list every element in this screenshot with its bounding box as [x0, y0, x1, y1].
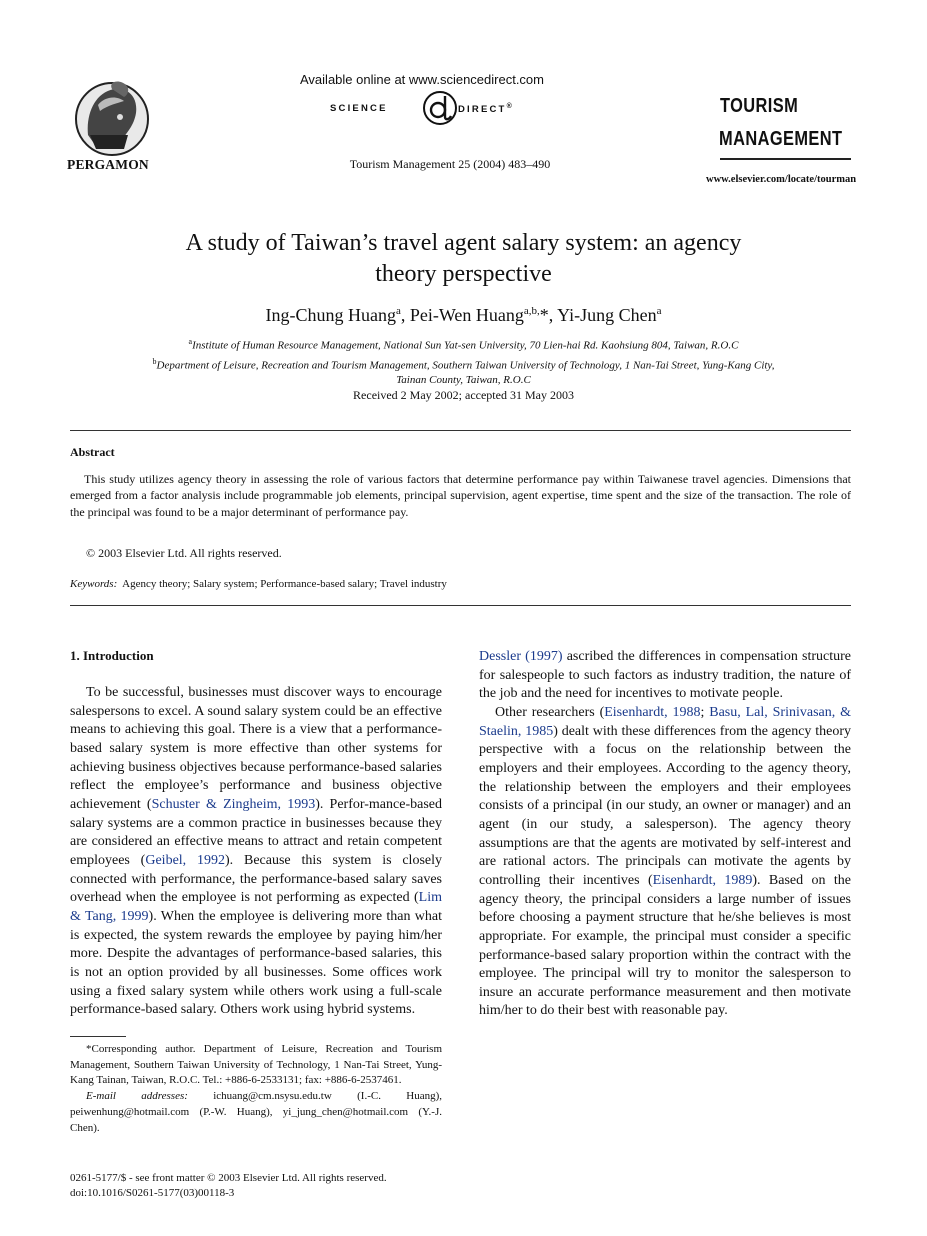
- doi-line: doi:10.1016/S0261-5177(03)00118-3: [70, 1187, 235, 1199]
- affiliation-text: Institute of Human Resource Management, National Sun Yat-sen University, 70 Lien-hai Rd. Kaohsiung 804, Taiwan, R.O.C: [192, 339, 739, 352]
- email-addresses: [70, 1089, 442, 1136]
- affiliation-a: [68, 334, 859, 354]
- paragraph-text: To be successful, businesses must discover ways to encourage salespersons to excel. A sound salary system could be an effective means to achieving this goal. There is a view that a performance-based salary system is more effective than other systems for achieving business objectives because performance-based salaries reflect the employee’s performance and business objective achievement (: [70, 685, 442, 812]
- paragraph: [70, 684, 442, 1020]
- publisher-logo: [68, 75, 156, 157]
- author-separator: ,: [400, 305, 410, 325]
- paragraph-text: ) dealt with these differences from the agency theory perspective with a focus on the relationship between the employers and their employees. According to the agency theory, the relationship between the employers and their employees consists of a principal (in our study, an owner or manager) and an agent (in our study, a salesperson). The agency theory assumptions are that the agents are motivated by self-interest and are rational actors. The principals can motivate the agents by controlling their incentives (: [479, 723, 851, 888]
- abstract-bottom-rule: [70, 605, 851, 606]
- paragraph: [479, 704, 851, 1021]
- publisher-name: PERGAMON: [67, 157, 149, 172]
- issn-line: 0261-5177/$ - see front matter © 2003 Elsevier Ltd. All rights reserved.: [70, 1172, 387, 1184]
- citation-link[interactable]: Eisenhardt, 1988: [604, 704, 701, 720]
- affiliation-b: [68, 354, 859, 374]
- sciencedirect-left-text: SCIENCE: [330, 103, 388, 114]
- citation-link[interactable]: Dessler (1997): [479, 649, 563, 664]
- citation-link[interactable]: Geibel, 1992: [145, 852, 225, 868]
- journal-title-underline: [720, 158, 851, 160]
- abstract-copyright: © 2003 Elsevier Ltd. All rights reserved.: [86, 546, 282, 560]
- article-title-line2: theory perspective: [375, 261, 552, 287]
- citation-link[interactable]: Basu, Lal, Srinivasan, & Staelin, 1985: [479, 704, 852, 739]
- journal-title-line1: TOURISM: [720, 95, 799, 117]
- email-list[interactable]: ichuang@cm.nsysu.edu.tw (I.-C. Huang), peiwenhung@hotmail.com (P.-W. Huang), yi_jung_chen@hotmail.com (Y.-J. Chen).: [70, 1090, 442, 1134]
- sciencedirect-right-text: DIRECT®: [458, 103, 512, 116]
- sciencedirect-at-icon: [422, 90, 458, 126]
- helmeted-head-emblem-icon: [68, 75, 156, 157]
- body-column-left: [70, 684, 442, 1020]
- journal-title-line2: MANAGEMENT: [719, 128, 843, 150]
- author-name: Pei-Wen Huang: [409, 305, 524, 325]
- affiliation-mark: a: [188, 337, 193, 346]
- author-list: [100, 305, 827, 326]
- citation-link[interactable]: Eisenhardt, 1989: [652, 872, 753, 888]
- body-column-right: [479, 648, 851, 1021]
- paragraph-text: ). When the employee is delivering more than what is expected, the system rewards the employee by paying him/her more. Despite the advantages of performance-based salaries, this is not an option provided by all businesses. Some offices work using a fixed salary system while others work using a full-scale performance-based salary. Others work using hybrid systems.: [70, 908, 442, 1018]
- received-dates: Received 2 May 2002; accepted 31 May 2003: [353, 388, 574, 402]
- section-heading: 1. Introduction: [70, 648, 154, 663]
- keywords: [70, 578, 851, 590]
- abstract-heading: Abstract: [70, 445, 115, 459]
- citation-link[interactable]: Schuster & Zingheim, 1993: [151, 796, 316, 812]
- paragraph-continuation: [479, 648, 851, 704]
- journal-citation: Tourism Management 25 (2004) 483–490: [349, 157, 551, 171]
- footnote-rule: [70, 1036, 126, 1037]
- footnote: [70, 1042, 442, 1136]
- sciencedirect-logo: [330, 90, 555, 126]
- abstract-text: This study utilizes agency theory in assessing the role of various factors that determine performance pay within Taiwanese travel agencies. Dimensions that emerged from a factor analysis include programmable job elements, principal supervision, agent expertise, time spent and the size of the transaction. The role of the principal was found to be a major determinant of performance pay.: [70, 472, 851, 519]
- author-name: Yi-Jung Chen: [557, 305, 657, 325]
- author-name: Ing-Chung Huang: [265, 305, 396, 325]
- journal-url: www.elsevier.com/locate/tourman: [706, 174, 857, 185]
- author-separator: *,: [539, 305, 558, 325]
- email-label: E-mail addresses:: [86, 1090, 188, 1103]
- paragraph-text: ). Because this system is closely connected with performance, the performance-based salary saves overhead when the employee is not performing as expected (: [70, 852, 442, 906]
- author-affiliation-mark: a: [395, 305, 401, 317]
- column-continuation: [479, 648, 851, 1021]
- article-title: [100, 228, 827, 290]
- paragraph-text: Other researchers (: [495, 704, 605, 720]
- author-affiliation-mark: a,b,: [523, 305, 540, 317]
- front-matter: [70, 1171, 490, 1201]
- keywords-label: Keywords:: [70, 578, 118, 590]
- affiliation-b-cont: Tainan County, Taiwan, R.O.C: [396, 374, 531, 387]
- paragraph-text: ). Perfor-mance-based salary systems are a common practice in businesses because they are considered an effective means to attract and retain competent employees (: [70, 796, 442, 868]
- paragraph-text: ). Based on the agency theory, the principal considers a large number of issues before choosing a payment structure that he/she believes is most appropriate. For example, the principal must consider a specific performance-based salary proportion within the contract with the employee. The principal will try to monitor the salesperson to insure an accurate performance measurement and then motivate him/her to do their best with reasonable pay.: [479, 872, 851, 1019]
- citation-link[interactable]: Lim & Tang, 1999: [70, 890, 442, 924]
- affiliations: [68, 334, 859, 388]
- article-title-line1: A study of Taiwan’s travel agent salary system: an agency: [185, 230, 742, 256]
- affiliation-mark: b: [152, 356, 157, 366]
- paragraph-text: ascribed the differences in compensation structure for salespeople to such factors as industry tradition, the nature of the job and the need for incentives to motivate people.: [479, 649, 851, 702]
- abstract-top-rule: [70, 430, 851, 431]
- corresponding-author-note: *Corresponding author. Department of Leisure, Recreation and Tourism Management, Southern Taiwan University of Technology, 1 Nan-Tai Street, Yung-Kang Tainan, Taiwan, R.O.C. Tel.: +886-6-2533131; fax: +886-6-2537461.: [70, 1043, 442, 1087]
- available-online-text: Available online at www.sciencedirect.com: [300, 72, 544, 87]
- affiliation-text: Department of Leisure, Recreation and Tourism Management, Southern Taiwan University of Technology, 1 Nan-Tai Street, Yung-Kang City,: [156, 359, 775, 372]
- keywords-list: Agency theory; Salary system; Performance-based salary; Travel industry: [122, 578, 447, 590]
- author-affiliation-mark: a: [656, 305, 662, 317]
- paragraph-text: ;: [700, 704, 710, 720]
